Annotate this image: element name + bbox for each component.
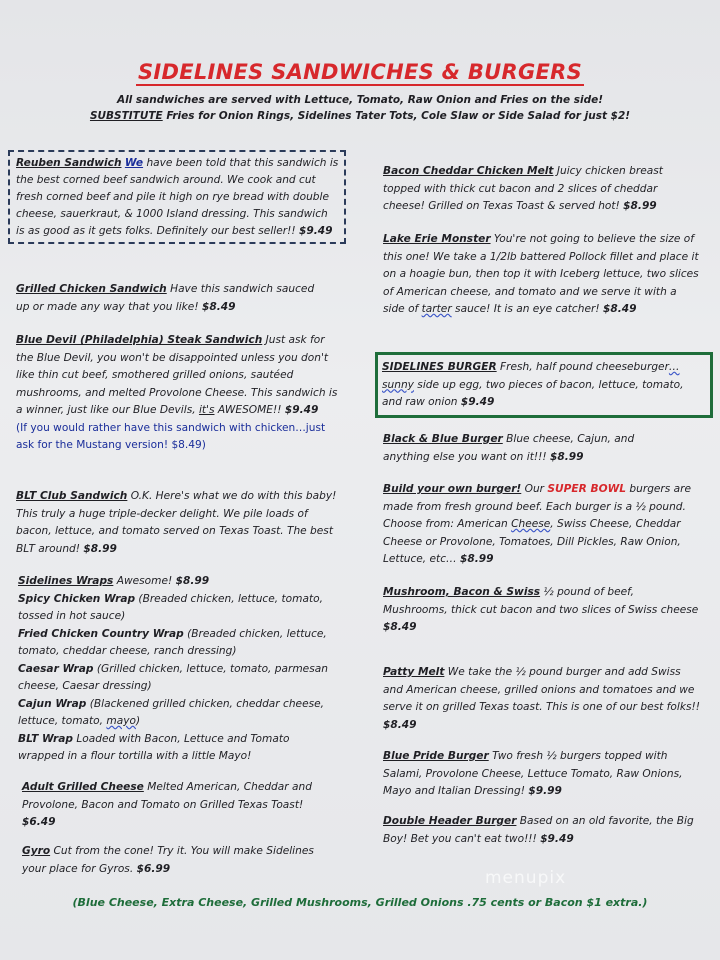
menu-item-lake-erie-monster: Lake Erie Monster You're not going to believe the size of this one! We take a 1/2lb battered Pollock fillet and place it on a hoagie bun, then top it with Iceberg lettuce, two slices of American cheese, and tomato and we serve it with a side of tarter sauce! It is an eye catcher! $8.49 bbox=[383, 233, 699, 315]
menu-item-blue-pride-burger: Blue Pride Burger Two fresh ½ burgers topped with Salami, Provolone Cheese, Lettuce Tomato, Raw Onions, Mayo and Italian Dressing! $9.99 bbox=[383, 750, 683, 797]
menu-item-adult-grilled-cheese: Adult Grilled Cheese Melted American, Cheddar and Provolone, Bacon and Tomato on Grilled Texas Toast! $6.49 bbox=[22, 781, 312, 828]
menu-item-black-blue-burger: Black & Blue Burger Blue cheese, Cajun, and anything else you want on it!!! $8.99 bbox=[383, 433, 635, 463]
wrap-item: Caesar Wrap (Grilled chicken, lettuce, tomato, parmesan cheese, Caesar dressing) bbox=[18, 662, 328, 692]
menu-item-reuben: Reuben Sandwich We have been told that this sandwich is the best corned beef sandwich around. We cook and cut fresh corned beef and pile it high on rye bread with double cheese, sauerkraut, & 1000 Island dressing. This sandwich is as good as it gets folks. Definitely our best seller!! $9.49 bbox=[8, 150, 346, 244]
menu-title: SIDELINES SANDWICHES & BURGERS bbox=[137, 60, 583, 84]
menu-item-grilled-chicken: Grilled Chicken Sandwich Have this sandwich sauced up or made any way that you like! $8.49 bbox=[16, 283, 315, 313]
wraps-header: Sidelines Wraps Awesome! $8.99 bbox=[18, 575, 210, 587]
menu-item-blt-club: BLT Club Sandwich O.K. Here's what we do with this baby! This truly a huge triple-decker delight. We pile loads of bacon, lettuce, and tomato served on Texas Toast. The best BLT around! $8.99 bbox=[16, 490, 337, 555]
menu-item-sidelines-burger: SIDELINES BURGER Fresh, half pound cheeseburger…sunny side up egg, two pieces of bacon, lettuce, tomato, and raw onion $9.49 bbox=[375, 352, 713, 418]
intro-sides: All sandwiches are served with Lettuce, Tomato, Raw Onion and Fries on the side! bbox=[116, 94, 604, 106]
wrap-item: Spicy Chicken Wrap (Breaded chicken, lettuce, tomato, tossed in hot sauce) bbox=[18, 592, 323, 622]
menu-item-double-header-burger: Double Header Burger Based on an old favorite, the Big Boy! Bet you can't eat two!!! $9.49 bbox=[383, 815, 694, 845]
menu-item-blue-devil: Blue Devil (Philadelphia) Steak Sandwich Just ask for the Blue Devil, you won't be disappointed unless you don't like thin cut beef, smothered grilled onions, sautéed mushrooms, and melted Provolone Cheese. This sandwich is a winner, just like our Blue Devils, it's AWESOME!! $9.49 (If you would rather have this sandwich with chicken…just ask for the Mustang version! $8.49) bbox=[16, 332, 338, 455]
extras-footer: (Blue Cheese, Extra Cheese, Grilled Mushrooms, Grilled Onions .75 cents or Bacon $1 extra.) bbox=[72, 896, 648, 909]
menu-section-wraps bbox=[18, 573, 336, 766]
wrap-item: BLT Wrap Loaded with Bacon, Lettuce and Tomato wrapped in a flour tortilla with a little Mayo! bbox=[18, 732, 290, 762]
intro-substitute: SUBSTITUTE Fries for Onion Rings, Sidelines Tater Tots, Cole Slaw or Side Salad for just $2! bbox=[89, 110, 631, 122]
blue-devil-chicken-note: (If you would rather have this sandwich with chicken…just ask for the Mustang version! $8.49) bbox=[16, 421, 326, 451]
menu-item-mushroom-bacon-swiss: Mushroom, Bacon & Swiss ½ pound of beef, Mushrooms, thick cut bacon and two slices of Swiss cheese $8.49 bbox=[383, 586, 699, 633]
wrap-item: Cajun Wrap (Blackened grilled chicken, cheddar cheese, lettuce, tomato, mayo) bbox=[18, 697, 324, 727]
menu-item-gyro: Gyro Cut from the cone! Try it. You will make Sidelines your place for Gyros. $6.99 bbox=[22, 845, 314, 875]
menu-item-bacon-cheddar-chicken-melt: Bacon Cheddar Chicken Melt Juicy chicken breast topped with thick cut bacon and 2 slices of cheddar cheese! Grilled on Texas Toast & served hot! $8.99 bbox=[383, 165, 663, 212]
menupix-watermark: menupix bbox=[485, 868, 567, 888]
menu-item-build-your-own: Build your own burger! Our SUPER BOWL burgers are made from fresh ground beef. Each burger is a ½ pound. Choose from: American Cheese, Swiss Cheese, Cheddar Cheese or Provolone, Tomatoes, Dill Pickles, Raw Onion, Lettuce, etc… $8.99 bbox=[383, 483, 692, 565]
menu-item-patty-melt: Patty Melt We take the ½ pound burger and add Swiss and American cheese, grilled onions and tomatoes and we serve it on grilled Texas toast. This is one of our best folks!! $8.49 bbox=[383, 666, 700, 731]
wrap-item: Fried Chicken Country Wrap (Breaded chicken, lettuce, tomato, cheddar cheese, ranch dressing) bbox=[18, 627, 327, 657]
